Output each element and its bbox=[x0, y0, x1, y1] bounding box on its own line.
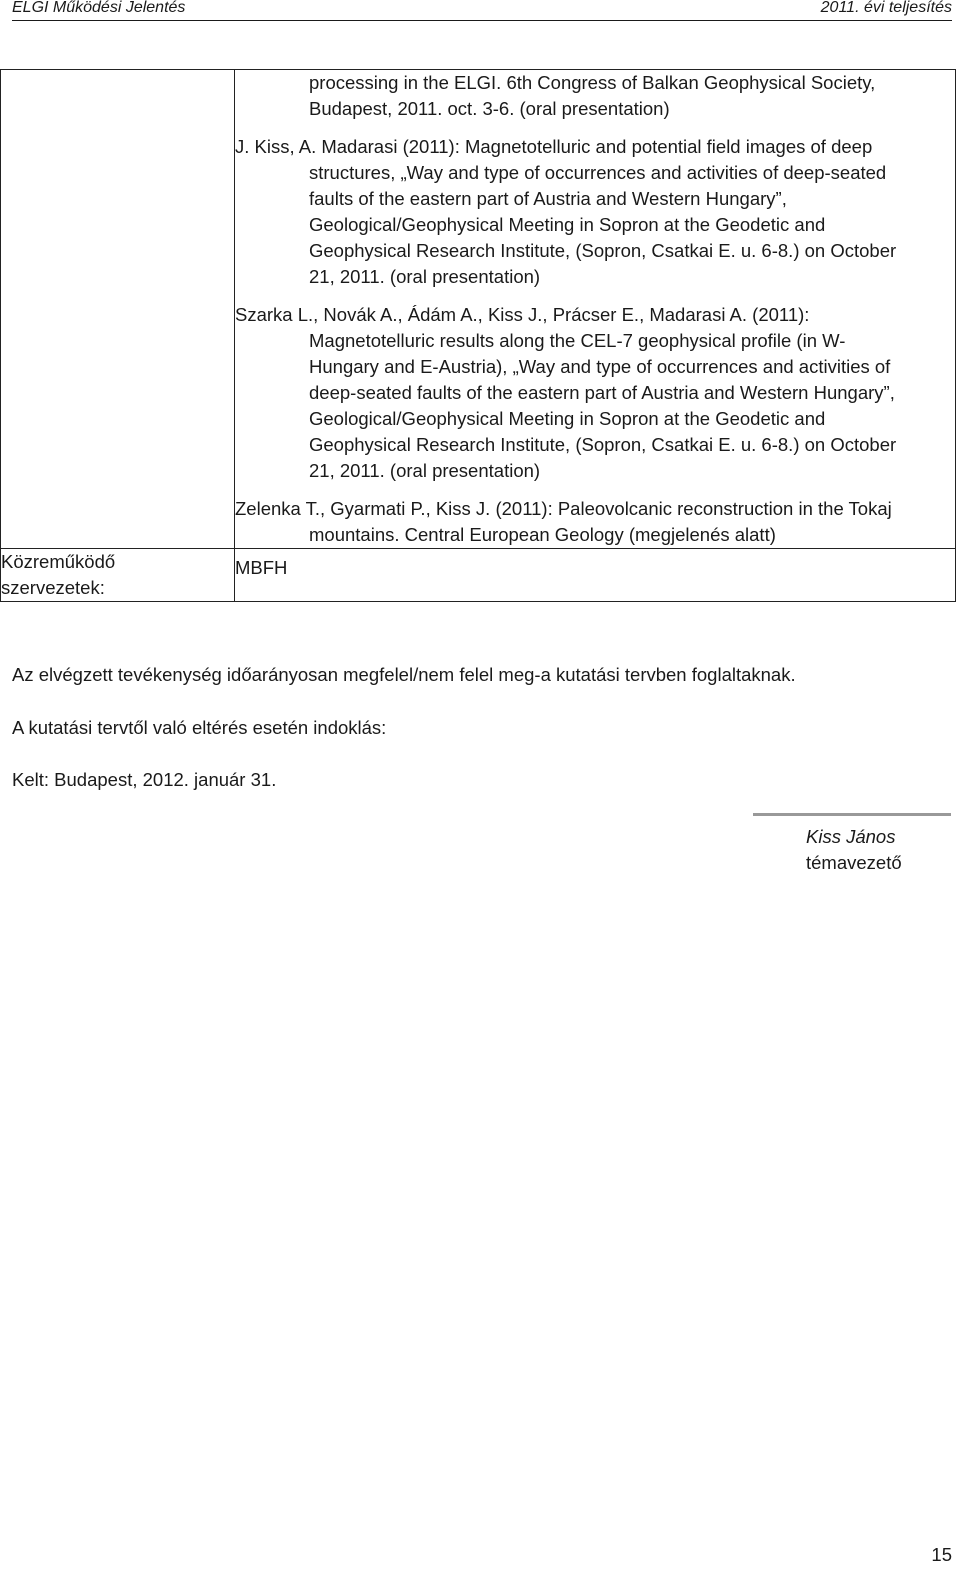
cooperating-organizations-label bbox=[1, 549, 235, 602]
signer-name: Kiss János bbox=[806, 826, 896, 847]
reference-line: faults of the eastern part of Austria and Western Hungary”, bbox=[309, 188, 787, 209]
reference-line: 21, 2011. (oral presentation) bbox=[309, 266, 541, 287]
header-rule bbox=[12, 20, 952, 21]
label-line: Közreműködő bbox=[1, 551, 116, 572]
reference-line: processing in the ELGI. 6th Congress of Balkan Geophysical Society, bbox=[309, 72, 876, 93]
reference-line: Szarka L., Novák A., Ádám A., Kiss J., Prácser E., Madarasi A. (2011): bbox=[235, 304, 810, 325]
reference-item bbox=[235, 134, 943, 290]
reference-item bbox=[235, 302, 943, 484]
reference-line: Magnetotelluric results along the CEL-7 geophysical profile (in W- bbox=[309, 330, 846, 351]
reference-line: J. Kiss, A. Madarasi (2011): Magnetotelluric and potential field images of deep bbox=[235, 136, 873, 157]
reference-line: Geophysical Research Institute, (Sopron, Csatkai E. u. 6-8.) on October bbox=[309, 240, 897, 261]
reference-line: Geophysical Research Institute, (Sopron, Csatkai E. u. 6-8.) on October bbox=[309, 434, 897, 455]
page-header bbox=[12, 0, 952, 26]
date-line: Kelt: Budapest, 2012. január 31. bbox=[12, 769, 277, 790]
compliance-statement: Az elvégzett tevékenység időarányosan megfelel/nem felel meg-a kutatási tervben foglaltaknak. bbox=[12, 664, 796, 685]
cooperating-organizations-value: MBFH bbox=[235, 549, 956, 602]
deviation-justification-label: A kutatási tervtől való eltérés esetén indoklás: bbox=[12, 717, 387, 738]
reference-line: structures, „Way and type of occurrences and activities of deep-seated bbox=[309, 162, 887, 183]
publications-row bbox=[1, 70, 956, 549]
reference-item bbox=[235, 70, 943, 122]
signer-role: témavezető bbox=[806, 852, 902, 873]
header-report-title: ELGI Működési Jelentés bbox=[12, 0, 186, 16]
signature-line bbox=[753, 813, 951, 816]
report-table bbox=[0, 69, 956, 602]
reference-line: 21, 2011. (oral presentation) bbox=[309, 460, 541, 481]
reference-line: mountains. Central European Geology (megjelenés alatt) bbox=[309, 524, 776, 545]
page-number: 15 bbox=[931, 1544, 952, 1565]
header-year-label: 2011. évi teljesítés bbox=[820, 0, 952, 16]
reference-line: Budapest, 2011. oct. 3-6. (oral presentation) bbox=[309, 98, 670, 119]
reference-line: Geological/Geophysical Meeting in Sopron at the Geodetic and bbox=[309, 408, 826, 429]
signer-block bbox=[806, 824, 902, 876]
reference-line: Geological/Geophysical Meeting in Sopron at the Geodetic and bbox=[309, 214, 826, 235]
cooperating-organizations-row bbox=[1, 549, 956, 602]
reference-line: Hungary and E-Austria), „Way and type of occurrences and activities of bbox=[309, 356, 891, 377]
label-line: szervezetek: bbox=[1, 577, 105, 598]
reference-item bbox=[235, 496, 943, 548]
reference-line: deep-seated faults of the eastern part of Austria and Western Hungary”, bbox=[309, 382, 895, 403]
reference-line: Zelenka T., Gyarmati P., Kiss J. (2011): Paleovolcanic reconstruction in the Tokaj bbox=[235, 498, 892, 519]
publications-content-cell bbox=[235, 70, 956, 549]
publications-label-cell bbox=[1, 70, 235, 549]
